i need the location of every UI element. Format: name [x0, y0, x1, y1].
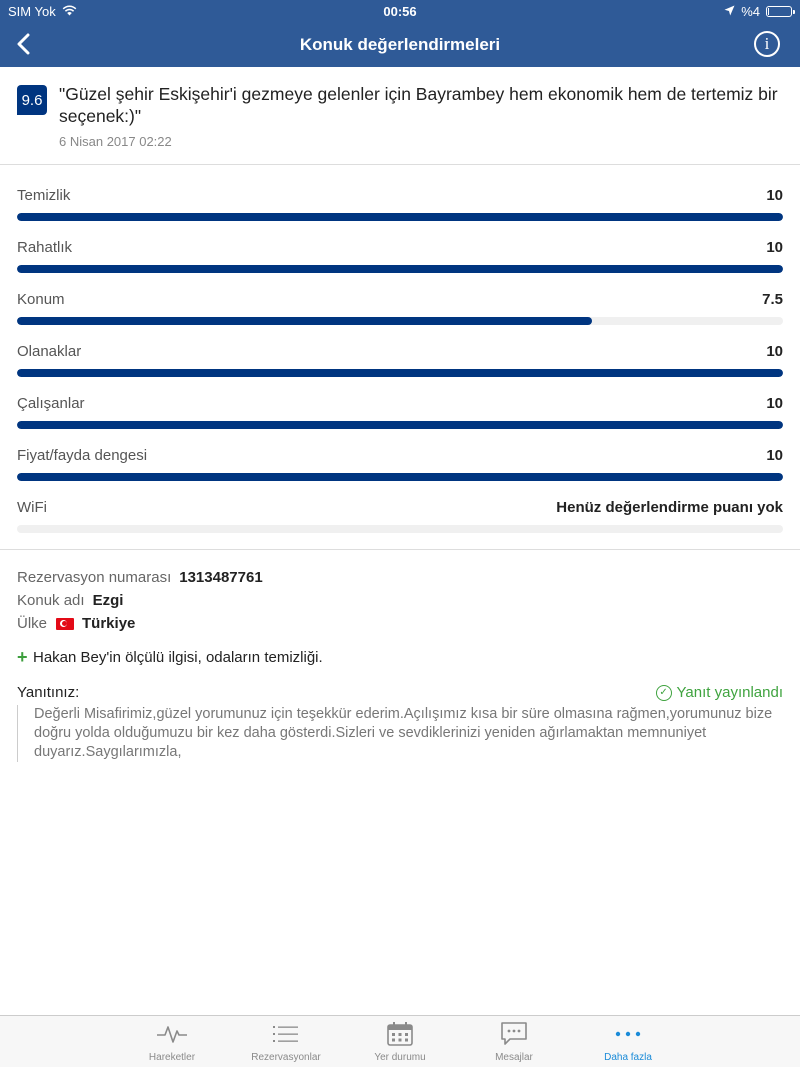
top-header [0, 0, 800, 67]
score-bar [17, 473, 783, 481]
check-circle-icon: ✓ [656, 685, 672, 701]
score-row [17, 435, 783, 487]
score-row [17, 175, 783, 227]
score-bar [17, 213, 783, 221]
status-time: 00:56 [383, 3, 417, 19]
nav-bar [0, 22, 800, 67]
reply-status-text: Yanıt yayınlandı [676, 684, 783, 701]
reply-header [17, 684, 783, 701]
more-icon [614, 1020, 642, 1048]
reservation-details [0, 550, 800, 762]
country-name: Türkiye [82, 615, 136, 632]
battery-percent: %4 [741, 3, 760, 19]
reply-text: Değerli Misafirimiz,güzel yorumunuz için teşekkür ederim.Açılışımız kısa bir süre olmasına rağmen,yorumunuz bize doğru yolda olduğumuzu bir kez daha gösterdi.Sizleri ve sevdiklerinizi yeniden ağırlamaktan memnuniyet duyarız.Saygılarımızla, [17, 705, 783, 762]
activity-icon [156, 1020, 188, 1048]
tab-messages[interactable] [457, 1016, 571, 1067]
score-breakdown [0, 165, 800, 550]
score-value: 10 [766, 446, 783, 464]
score-bar [17, 421, 783, 429]
location-arrow-icon [724, 4, 735, 19]
tab-label: Daha fazla [604, 1052, 652, 1063]
tab-label: Yer durumu [374, 1052, 426, 1063]
score-bar-fill [17, 265, 783, 273]
score-row [17, 487, 783, 539]
reservation-row [17, 566, 783, 589]
score-value: 10 [766, 186, 783, 204]
score-label: Temizlik [17, 186, 71, 204]
score-value: 10 [766, 394, 783, 412]
review-score-badge: 9.6 [17, 85, 47, 115]
page-title: Konuk değerlendirmeleri [299, 34, 501, 54]
carrier-label: SIM Yok [8, 3, 56, 19]
review-title: "Güzel şehir Eskişehir'i gezmeye gelenler için Bayrambey hem ekonomik hem de tertemiz bir seçenek:)" [59, 84, 778, 126]
tab-label: Mesajlar [495, 1052, 533, 1063]
score-label: Çalışanlar [17, 394, 85, 412]
message-icon [500, 1020, 528, 1048]
guest-name: Ezgi [92, 592, 124, 609]
score-bar-fill [17, 369, 783, 377]
guest-row [17, 589, 783, 612]
score-row [17, 279, 783, 331]
score-bar [17, 369, 783, 377]
score-value: Henüz değerlendirme puanı yok [556, 498, 783, 516]
score-bar [17, 265, 783, 273]
reply-label: Yanıtınız: [17, 684, 80, 701]
score-bar [17, 525, 783, 533]
tab-availability[interactable] [343, 1016, 457, 1067]
review-header [0, 67, 800, 165]
info-button[interactable] [754, 31, 780, 57]
wifi-icon [62, 4, 77, 19]
score-row [17, 227, 783, 279]
score-bar-fill [17, 473, 783, 481]
reservation-label: Rezervasyon numarası [17, 569, 172, 586]
tab-activity[interactable] [115, 1016, 229, 1067]
score-value: 7.5 [762, 290, 783, 308]
score-label: WiFi [17, 498, 47, 516]
score-bar-fill [17, 421, 783, 429]
turkey-flag-icon [56, 618, 74, 630]
country-row [17, 612, 783, 635]
info-icon: i [764, 34, 770, 53]
reply-status [656, 684, 783, 701]
review-date: 6 Nisan 2017 02:22 [59, 134, 172, 149]
score-row [17, 383, 783, 435]
score-label: Rahatlık [17, 238, 73, 256]
guest-label: Konuk adı [17, 592, 85, 609]
tab-bar [0, 1015, 800, 1067]
score-bar [17, 317, 783, 325]
status-bar [0, 0, 800, 22]
chevron-left-icon [16, 33, 30, 55]
country-label: Ülke [17, 615, 48, 632]
plus-icon: + [17, 647, 28, 667]
score-value: 10 [766, 342, 783, 360]
tab-label: Rezervasyonlar [251, 1052, 321, 1063]
score-bar-fill [17, 317, 592, 325]
list-icon [272, 1020, 300, 1048]
score-value: 10 [766, 238, 783, 256]
score-row [17, 331, 783, 383]
score-label: Konum [17, 290, 65, 308]
tab-reservations[interactable] [229, 1016, 343, 1067]
positive-comment-text: Hakan Bey'in ölçülü ilgisi, odaların temizliği. [33, 649, 323, 666]
back-button[interactable] [8, 28, 38, 60]
score-label: Fiyat/fayda dengesi [17, 446, 148, 464]
calendar-icon [386, 1020, 414, 1048]
score-bar-fill [17, 213, 783, 221]
battery-icon [766, 6, 792, 17]
positive-comment [17, 647, 783, 668]
tab-label: Hareketler [148, 1052, 196, 1063]
reservation-number: 1313487761 [179, 569, 263, 586]
score-label: Olanaklar [17, 342, 82, 360]
tab-more[interactable] [571, 1016, 685, 1067]
